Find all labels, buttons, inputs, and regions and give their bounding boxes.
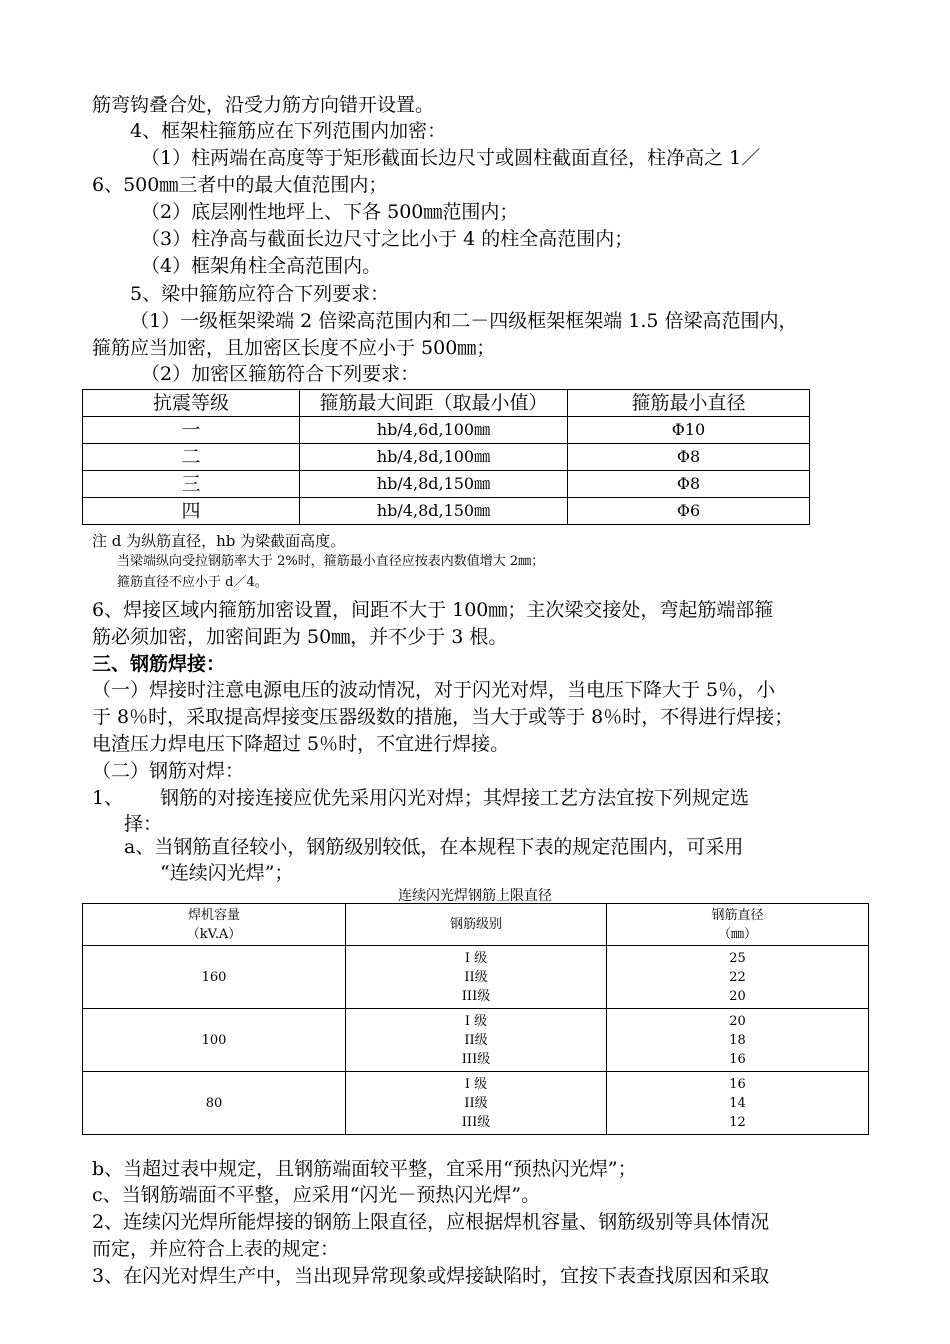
table-note: 注 d 为纵筋直径，hb 为梁截面高度。 [92,532,346,550]
stirrup-requirements-table [82,389,810,525]
paragraph-line: 于 8％时，采取提高焊接变压器级数的措施，当大于或等于 8％时，不得进行焊接； [92,706,794,728]
table-note: 箍筋直径不应小于 d／4。 [117,575,268,590]
table-cell: hb/4,6d,100㎜ [300,417,568,444]
paragraph-line: a、当钢筋直径较小，钢筋级别较低，在本规程下表的规定范围内，可采用 [124,836,744,858]
table-row [83,1072,869,1135]
paragraph-line: （1）一级框架梁端 2 倍梁高范围内和二－四级框架框架端 1.5 倍梁高范围内， [130,310,798,332]
paragraph-line: 择： [124,813,163,835]
diameter-line: 16 [729,1076,746,1092]
grade-line: III级 [461,988,491,1004]
table-cell: Φ6 [568,498,810,525]
diameter-line: 22 [729,969,746,985]
grade-line: I 级 [464,950,488,966]
paragraph-line: 钢筋的对接连接应优先采用闪光对焊；其焊接工艺方法宜按下列规定选 [160,787,750,809]
grade-line: I 级 [464,1076,488,1092]
header-line: 焊机容量 [187,907,240,923]
paragraph-line: 箍筋应当加密，且加密区长度不应小于 500㎜； [92,337,496,359]
paragraph-line: b、当超过表中规定，且钢筋端面较平整，宜采用“预热闪光焊”； [92,1158,637,1180]
diameter-line: 20 [729,1013,746,1029]
paragraph-line: 而定，并应符合上表的规定： [92,1238,340,1260]
grade-line: II级 [464,1032,488,1048]
section-heading: 三、钢筋焊接： [92,653,226,675]
paragraph-line: 6、500㎜三者中的最大值范围内； [92,174,388,196]
paragraph-line: （一）焊接时注意电源电压的波动情况，对于闪光对焊，当电压下降大于 5％，小 [92,679,776,701]
grade-line: I 级 [464,1013,488,1029]
table-header-row [83,904,869,946]
flash-butt-welding-table [82,903,869,1135]
table-row [83,444,810,471]
diameter-line: 12 [729,1114,746,1130]
paragraph-line: 电渣压力焊电压下降超过 5％时，不宜进行焊接。 [92,733,510,755]
table-cell: hb/4,8d,150㎜ [300,471,568,498]
paragraph-line: （4）框架角柱全高范围内。 [141,255,382,277]
table-header-cell: 箍筋最大间距（取最小值） [300,390,568,417]
list-number: 1、 [92,787,124,809]
table-cell [607,1009,869,1072]
paragraph-line: 2、连续闪光焊所能焊接的钢筋上限直径，应根据焊机容量、钢筋级别等具体情况 [92,1211,770,1233]
table-cell [607,1072,869,1135]
header-line: 钢筋级别 [449,917,502,932]
table-cell: hb/4,8d,100㎜ [300,444,568,471]
table-cell: 三 [83,471,300,498]
diameter-line: 18 [729,1032,746,1048]
header-line: 钢筋直径 [711,907,764,923]
table-row [83,498,810,525]
grade-line: III级 [461,1051,491,1067]
header-line: （㎜） [717,926,757,942]
grade-line: III级 [461,1114,491,1130]
table-cell: Φ8 [568,471,810,498]
table-row [83,946,869,1009]
table-header-cell [607,904,869,946]
diameter-line: 25 [729,950,746,966]
table-row [83,417,810,444]
paragraph-line: 4、框架柱箍筋应在下列范围内加密： [130,120,447,142]
header-line: （kV.A） [186,926,242,942]
diameter-line: 20 [729,988,746,1004]
table-cell: 二 [83,444,300,471]
table-row [83,1009,869,1072]
paragraph-line: 3、在闪光对焊生产中，当出现异常现象或焊接缺陷时，宜按下表查找原因和采取 [92,1265,770,1287]
table-cell [346,1009,607,1072]
paragraph-line: 筋必须加密，加密间距为 50㎜，并不少于 3 根。 [92,626,508,648]
grade-line: II级 [464,969,488,985]
table-cell: Φ10 [568,417,810,444]
table-header-row [83,390,810,417]
table-cell: 80 [83,1072,346,1135]
table-header-cell [346,904,607,946]
table-cell: 100 [83,1009,346,1072]
paragraph-line: （1）柱两端在高度等于矩形截面长边尺寸或圆柱截面直径，柱净高之 1／ [141,147,761,169]
paragraph-line: （二）钢筋对焊： [92,760,245,782]
paragraph-line: （2）底层刚性地坪上、下各 500㎜范围内； [141,201,519,223]
table-cell [607,946,869,1009]
paragraph-line: （2）加密区箍筋符合下列要求： [141,363,420,385]
paragraph-line: “连续闪光焊”； [160,862,294,884]
table-cell: 一 [83,417,300,444]
paragraph-line: 筋弯钩叠合处，沿受力筋方向错开设置。 [92,94,435,116]
diameter-line: 16 [729,1051,746,1067]
diameter-line: 14 [729,1095,746,1111]
table-note: 当梁端纵向受拉钢筋率大于 2%时，箍筋最小直径应按表内数值增大 2㎜； [117,554,545,569]
table-cell [346,1072,607,1135]
table-cell: 160 [83,946,346,1009]
table-cell: 四 [83,498,300,525]
paragraph-line: 6、焊接区域内箍筋加密设置，间距不大于 100㎜；主次梁交接处，弯起筋端部箍 [92,599,774,621]
paragraph-line: 5、梁中箍筋应符合下列要求： [130,283,390,305]
table-row [83,471,810,498]
table-caption: 连续闪光焊钢筋上限直径 [398,888,552,904]
paragraph-line: （3）柱净高与截面长边尺寸之比小于 4 的柱全高范围内； [141,228,634,250]
table-cell [346,946,607,1009]
table-header-cell [83,904,346,946]
paragraph-line: c、当钢筋端面不平整，应采用“闪光－预热闪光焊”。 [92,1184,541,1206]
table-cell: Φ8 [568,444,810,471]
table-header-cell: 箍筋最小直径 [568,390,810,417]
grade-line: II级 [464,1095,488,1111]
table-header-cell: 抗震等级 [83,390,300,417]
table-cell: hb/4,8d,150㎜ [300,498,568,525]
